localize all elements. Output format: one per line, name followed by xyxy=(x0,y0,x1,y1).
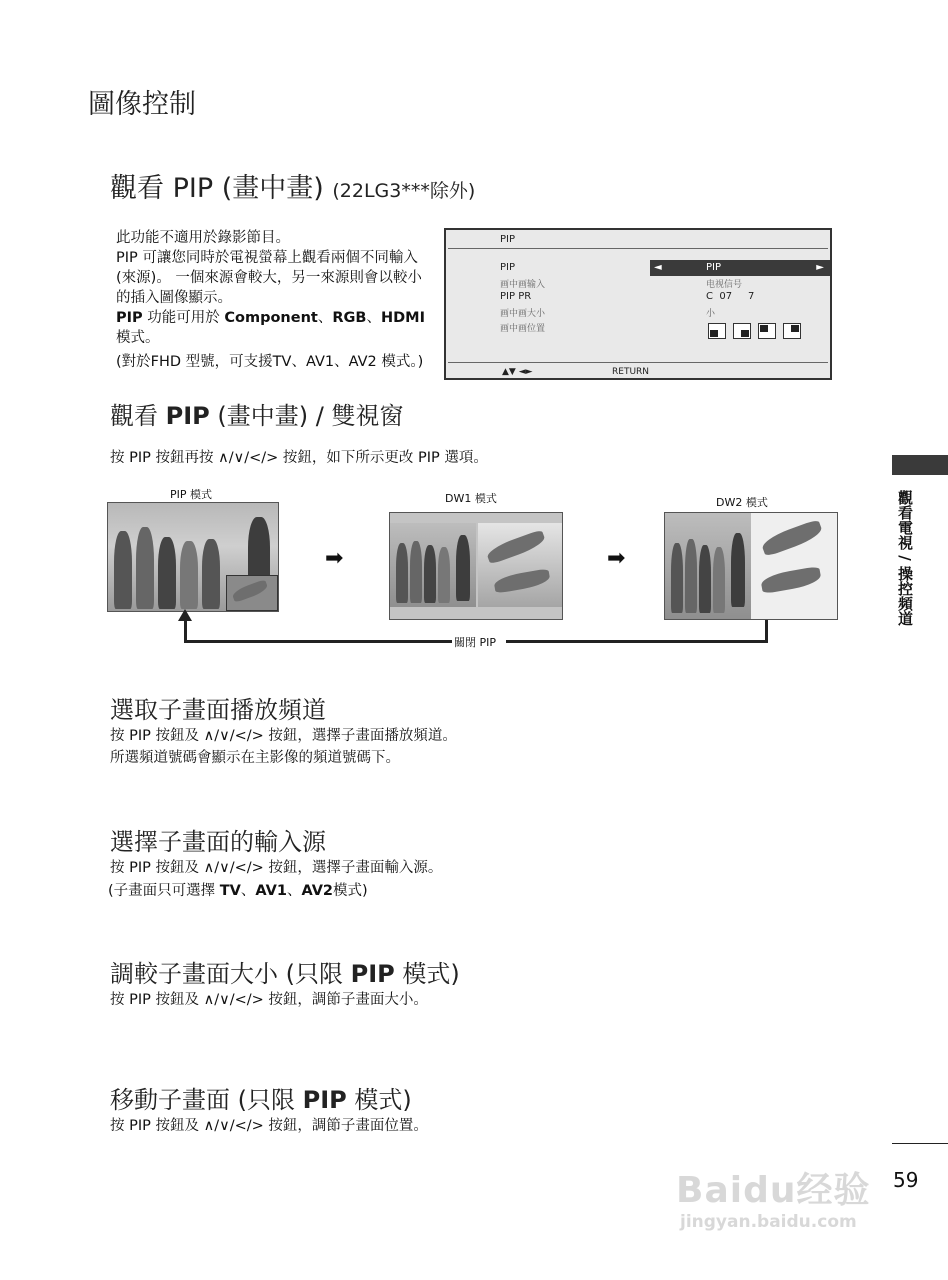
osd-header: PIP xyxy=(500,234,516,245)
mode-label-dw2: DW2 模式 xyxy=(716,496,768,509)
left-arrow-icon: ◄ xyxy=(654,262,662,273)
osd-row-value: 电视信号 xyxy=(706,280,743,290)
osd-row-value: 小 xyxy=(706,309,716,319)
position-top-right-icon xyxy=(783,323,801,339)
section-channel-line-1: 按 PIP 按鈕及 ∧/∨/</> 按鈕，選擇子畫面播放頻道。 xyxy=(110,728,457,744)
dw1-mode-image xyxy=(389,512,563,620)
section-title-move: 移動子畫面 (只限 PIP 模式) xyxy=(110,1086,412,1114)
loop-line-bottom-right xyxy=(506,640,768,643)
intro-text xyxy=(116,228,436,372)
osd-row-label: PIP PR xyxy=(500,291,532,302)
intro-line-3: PIP 功能可用於 Component、RGB、HDMI 模式。 xyxy=(116,310,425,346)
loop-line-right xyxy=(765,620,768,643)
side-tab-marker xyxy=(892,455,948,475)
position-bottom-right-icon xyxy=(733,323,751,339)
close-pip-label: 關閉 PIP xyxy=(454,636,497,649)
page-number-rule xyxy=(892,1143,948,1144)
osd-selected-row xyxy=(650,260,830,276)
mode-label-pip: PIP 模式 xyxy=(170,488,213,501)
intro-line-1: 此功能不適用於錄影節目。 xyxy=(116,230,290,246)
main-title xyxy=(110,166,475,205)
osd-footer-return: RETURN xyxy=(612,367,650,377)
right-arrow-icon: ► xyxy=(816,262,824,273)
osd-row-label: 画中画位置 xyxy=(500,324,546,334)
pip-osd-menu xyxy=(444,228,832,380)
mode-label-dw1: DW1 模式 xyxy=(445,492,497,505)
watch-instruction: 按 PIP 按鈕再按 ∧/∨/</> 按鈕，如下所示更改 PIP 選項。 xyxy=(110,450,488,466)
watch-title: 觀看 PIP (畫中畫) / 雙視窗 xyxy=(110,402,404,430)
loop-line-bottom-left xyxy=(184,640,452,643)
main-title-note: (22LG3***除外) xyxy=(332,180,476,202)
intro-line-2: PIP 可讓您同時於電視螢幕上觀看兩個不同輸入 (來源)。 一個來源會較大，另一來源則會以較小的插入圖像顯示。 xyxy=(116,250,422,306)
arrow-right-icon: ➡ xyxy=(325,546,344,571)
position-bottom-left-icon xyxy=(708,323,726,339)
side-tab-label: 觀看電視 / 操控頻道 xyxy=(896,490,914,626)
loop-line-left xyxy=(184,620,187,642)
dw2-mode-image xyxy=(664,512,838,620)
section-title-size: 調較子畫面大小 (只限 PIP 模式) xyxy=(110,960,460,988)
osd-footer-nav: ▲▼ ◄► xyxy=(502,367,533,377)
osd-row-label: 画中画大小 xyxy=(500,309,546,319)
osd-divider-top xyxy=(448,248,828,249)
osd-row-value: PIP xyxy=(706,262,722,273)
position-top-left-icon xyxy=(758,323,776,339)
watermark-url: jingyan.baidu.com xyxy=(680,1212,857,1232)
section-size-line-1: 按 PIP 按鈕及 ∧/∨/</> 按鈕，調節子畫面大小。 xyxy=(110,992,428,1008)
page-number: 59 xyxy=(893,1168,919,1192)
main-title-text: 觀看 PIP (畫中畫) xyxy=(110,173,324,204)
osd-divider-bottom xyxy=(448,362,828,363)
section-input-line-1: 按 PIP 按鈕及 ∧/∨/</> 按鈕，選擇子畫面輸入源。 xyxy=(110,860,443,876)
pip-mode-image xyxy=(107,502,279,612)
intro-line-4: (對於FHD 型號，可支援TV、AV1、AV2 模式。) xyxy=(116,354,424,370)
arrow-right-icon: ➡ xyxy=(607,546,626,571)
section-input-note: (子畫面只可選擇 TV、AV1、AV2模式) xyxy=(108,883,368,899)
osd-row-value: C 07 7 xyxy=(706,291,755,302)
section-title-channel: 選取子畫面播放頻道 xyxy=(110,696,326,724)
section-move-line-1: 按 PIP 按鈕及 ∧/∨/</> 按鈕，調節子畫面位置。 xyxy=(110,1118,428,1134)
section-channel-line-2: 所選頻道號碼會顯示在主影像的頻道號碼下。 xyxy=(110,750,400,766)
section-title-input: 選擇子畫面的輸入源 xyxy=(110,828,326,856)
osd-row-label: 画中画输入 xyxy=(500,280,546,290)
section-title: 圖像控制 xyxy=(88,89,196,120)
arrow-up-icon xyxy=(178,609,192,621)
watermark-brand: Baidu经验 xyxy=(676,1170,871,1211)
osd-row-label: PIP xyxy=(500,262,516,273)
